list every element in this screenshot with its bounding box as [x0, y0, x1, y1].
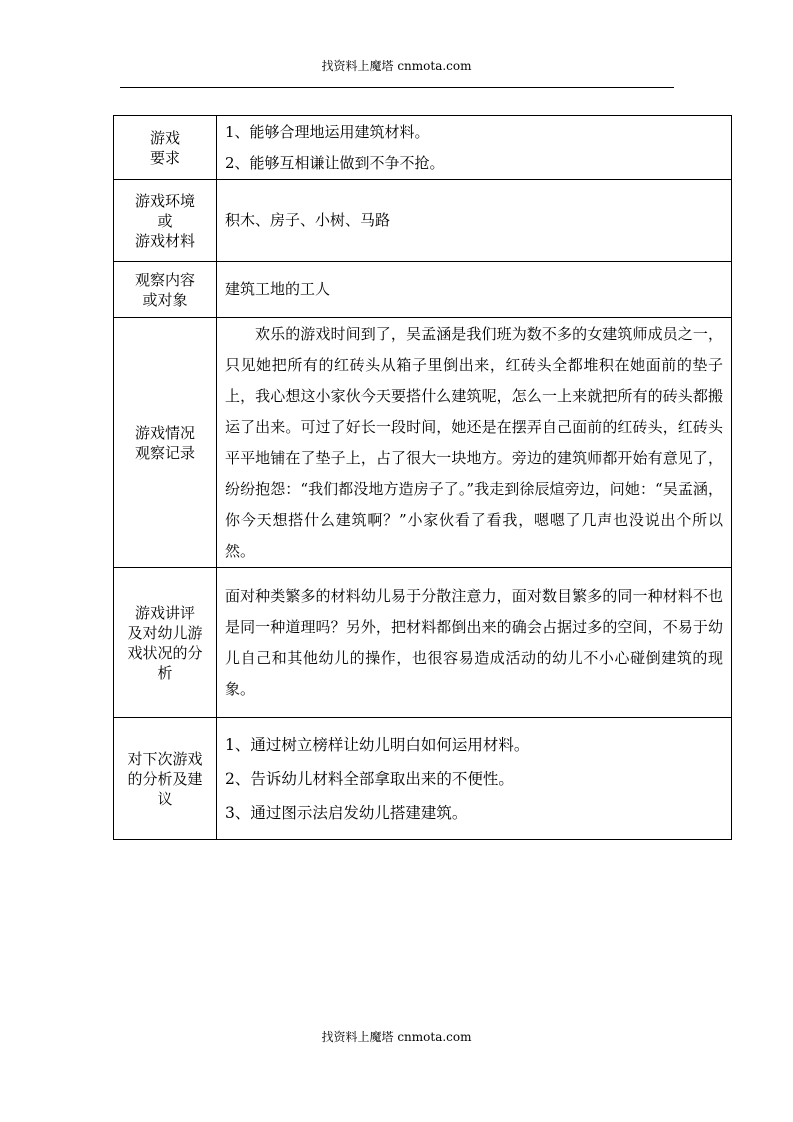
- label-line: 游戏讲评: [134, 603, 195, 622]
- table-row: [114, 318, 732, 568]
- row-content-suggestions: [217, 718, 732, 840]
- content-line: 3、通过图示法启发幼儿搭建建筑。: [225, 803, 468, 822]
- label-line: 游戏: [149, 128, 180, 147]
- table-row: [114, 116, 732, 180]
- label-line: 戏状况的分: [127, 643, 203, 662]
- page-footer: 找资料上魔塔 cnmota.com: [321, 1030, 472, 1044]
- table-row: [114, 262, 732, 318]
- row-label-requirements: [114, 116, 217, 180]
- page-header: 找资料上魔塔 cnmota.com: [321, 59, 472, 73]
- label-line: 或对象: [142, 290, 188, 309]
- content-line: 1、能够合理地运用建筑材料。: [225, 122, 430, 141]
- evaluation-paragraph: 面对种类繁多的材料幼儿易于分散注意力，面对数目繁多的同一种材料不也是同一种道理吗？另外，把材料都倒出来的确会占据过多的空间，不易于幼儿自己和其他幼儿的操作，也很容易造成活动的幼儿不小心碰倒建筑的现象。: [225, 586, 723, 698]
- table-row: [114, 568, 732, 718]
- label-line: 观察记录: [134, 443, 195, 462]
- row-label-environment: [114, 180, 217, 262]
- row-content-requirements: [217, 116, 732, 180]
- table-row: [114, 718, 732, 840]
- header-divider: [120, 87, 674, 88]
- label-line: 对下次游戏: [127, 749, 203, 768]
- row-content-observation-record: [217, 318, 732, 568]
- row-label-observation-record: [114, 318, 217, 568]
- content-line: 积木、房子、小树、马路: [225, 211, 391, 229]
- row-content-evaluation: [217, 568, 732, 718]
- label-line: 观察内容: [134, 270, 195, 289]
- content-line: 2、告诉幼儿材料全部拿取出来的不便性。: [225, 769, 514, 788]
- content-line: 1、通过树立榜样让幼儿明白如何运用材料。: [225, 735, 530, 754]
- label-line: 或: [157, 211, 173, 230]
- row-label-suggestions: [114, 718, 217, 840]
- table-row: [114, 180, 732, 262]
- label-line: 游戏情况: [134, 423, 195, 442]
- label-line: 析: [157, 663, 173, 682]
- game-observation-table: [113, 115, 732, 840]
- label-line: 游戏环境: [134, 191, 195, 210]
- label-line: 议: [157, 789, 173, 808]
- label-line: 要求: [149, 148, 180, 167]
- observation-paragraph: 欢乐的游戏时间到了，吴孟涵是我们班为数不多的女建筑师成员之一，只见她把所有的红砖头从箱子里倒出来，红砖头全都堆积在她面前的垫子上，我心想这小家伙今天要搭什么建筑呢，怎么一上来就把所有的砖头都搬运了出来。可过了好长一段时间，她还是在摆弄自己面前的红砖头，红砖头平平地铺在了垫子上，占了很大一块地方。旁边的建筑师都开始有意见了，纷纷抱怨：“我们都没地方造房子了。”我走到徐辰煊旁边，问她：“吴孟涵，你今天想搭什么建筑啊？”小家伙看了看我，嗯嗯了几声也没说出个所以然。: [225, 324, 723, 560]
- label-line: 及对幼儿游: [127, 623, 203, 642]
- row-content-environment: [217, 180, 732, 262]
- row-label-observation-target: [114, 262, 217, 318]
- row-content-observation-target: [217, 262, 732, 318]
- content-line: 建筑工地的工人: [225, 280, 331, 298]
- content-line: 2、能够互相谦让做到不争不抢。: [225, 153, 445, 172]
- row-label-evaluation: [114, 568, 217, 718]
- label-line: 的分析及建: [127, 769, 203, 788]
- label-line: 游戏材料: [134, 231, 195, 250]
